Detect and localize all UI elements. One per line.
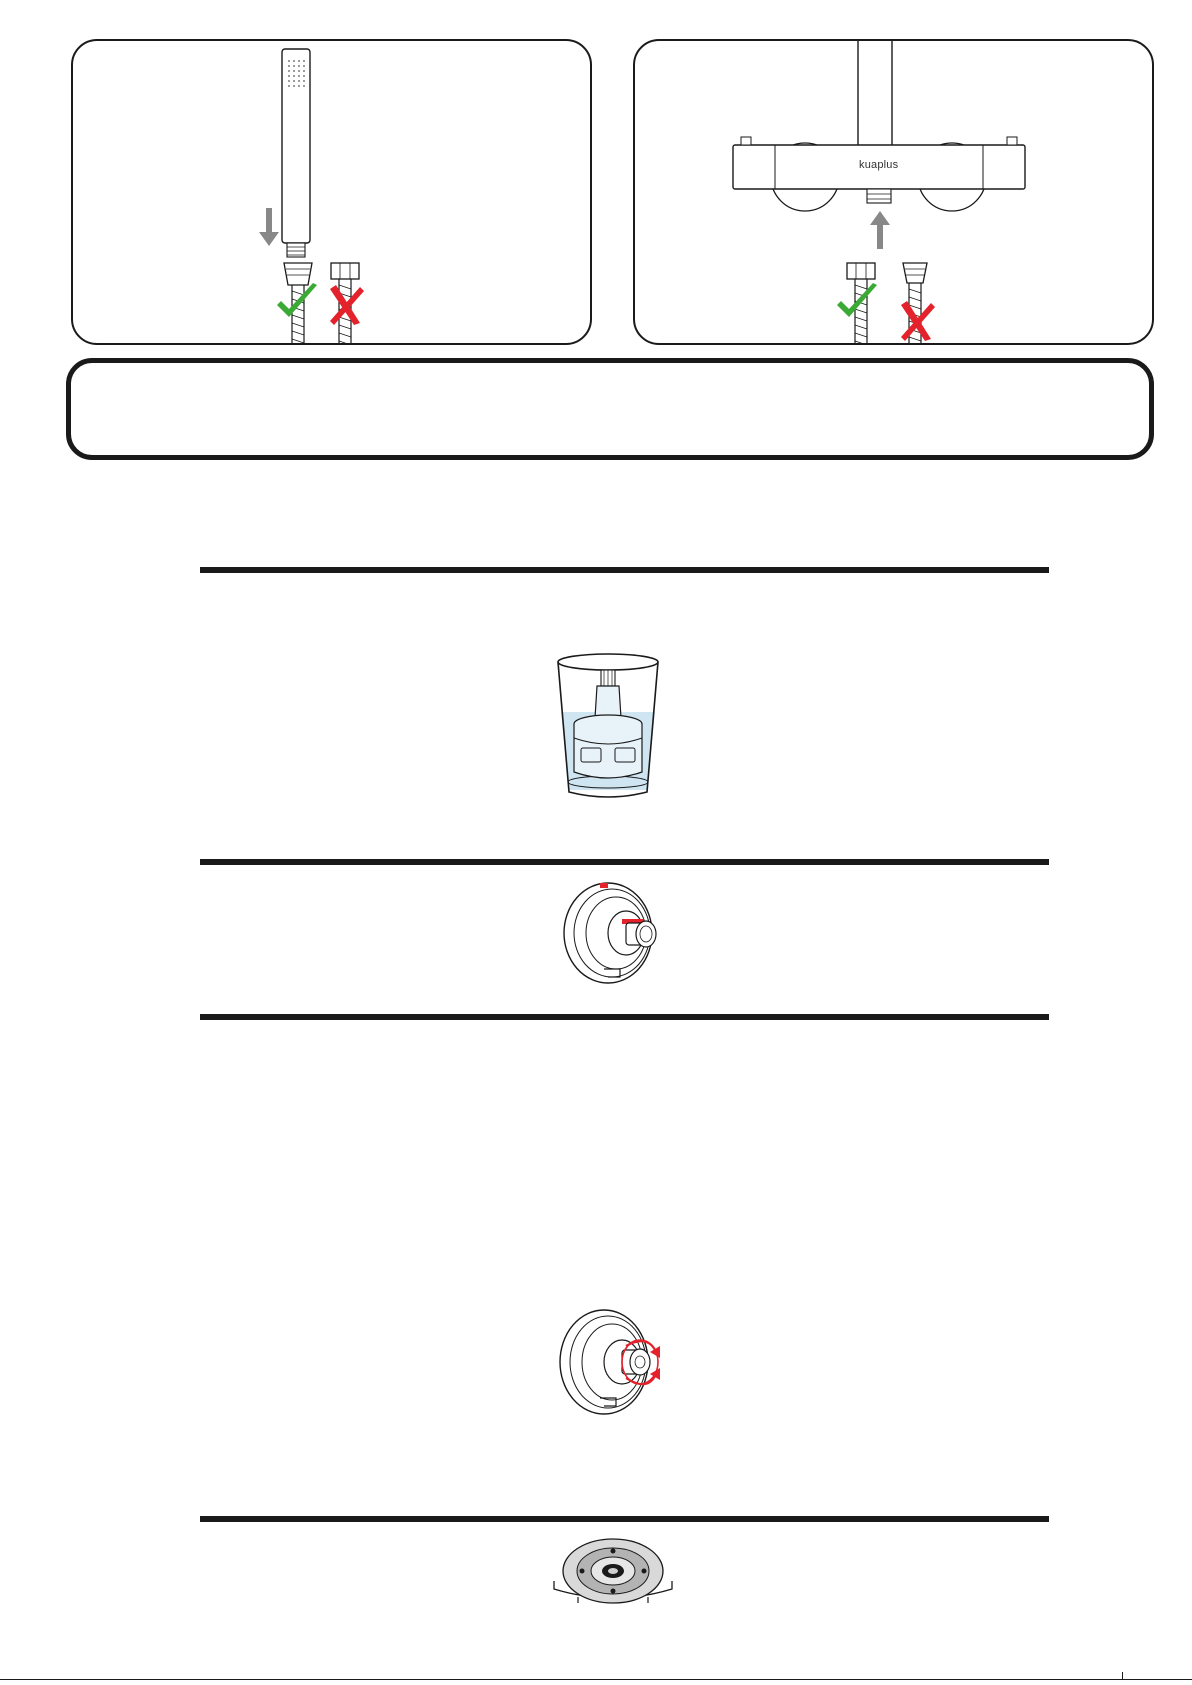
section-divider	[200, 567, 1049, 573]
cross-icon	[326, 283, 366, 327]
check-icon	[835, 281, 879, 321]
section-divider	[200, 859, 1049, 865]
cartridge-rotation-illustration	[556, 1302, 676, 1422]
cartridge-in-glass-illustration	[553, 652, 663, 802]
brand-label: kuaplus	[859, 159, 899, 171]
section-divider	[200, 1516, 1049, 1522]
arrow-down-icon	[259, 208, 279, 248]
notice-box	[66, 358, 1154, 460]
arrow-up-icon	[870, 209, 890, 249]
cartridge-red-markings-illustration	[560, 877, 670, 987]
cross-icon	[897, 299, 937, 343]
check-icon	[275, 281, 319, 321]
section-divider	[200, 1014, 1049, 1020]
hose-connection-panel-handshower	[71, 39, 592, 345]
footer-line	[0, 1679, 1192, 1680]
footer-tick	[1122, 1672, 1123, 1680]
cartridge-filter-disc-illustration	[548, 1533, 678, 1609]
hose-connection-panel-mixer	[633, 39, 1154, 345]
